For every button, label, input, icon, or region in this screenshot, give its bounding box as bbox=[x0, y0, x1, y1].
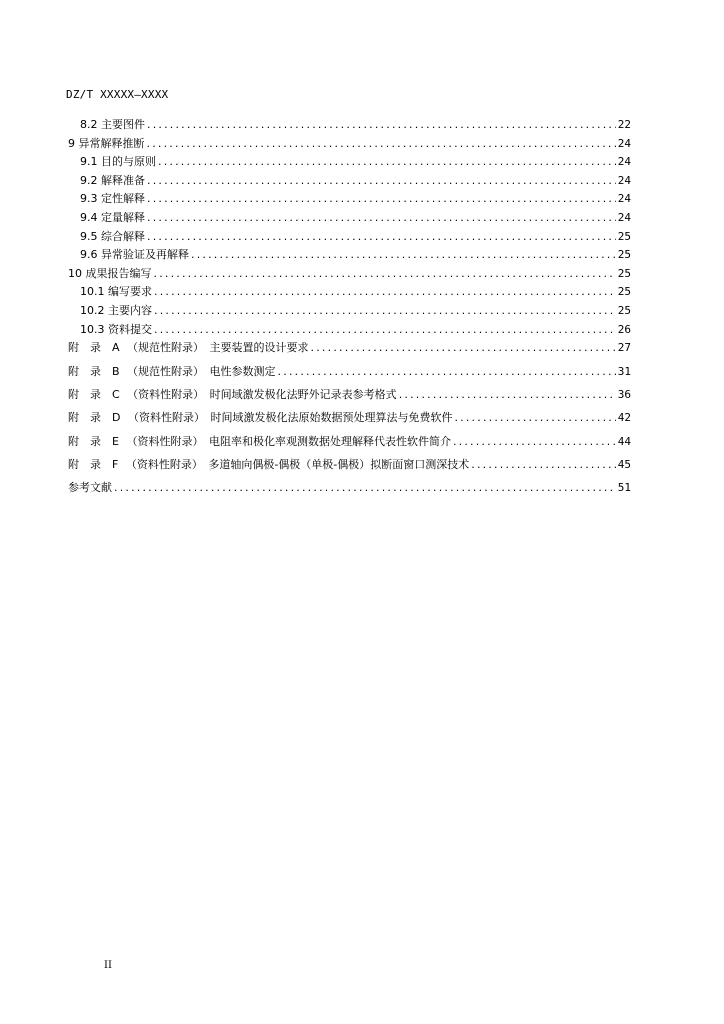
toc-entry-label: 9 异常解释推断 bbox=[68, 136, 145, 150]
toc-leader-dots bbox=[158, 155, 616, 168]
toc-entry-page: 25 bbox=[617, 266, 631, 280]
toc-entry-page: 26 bbox=[617, 322, 631, 336]
toc-entry-page: 45 bbox=[617, 458, 631, 472]
toc-leader-dots bbox=[147, 192, 616, 205]
toc-entry-page: 25 bbox=[617, 303, 631, 317]
document-code-header: DZ/T XXXXX—XXXX bbox=[66, 88, 169, 101]
toc-entry-label: 9.3 定性解释 bbox=[80, 192, 145, 206]
toc-leader-dots bbox=[311, 341, 616, 354]
toc-entry[interactable] bbox=[68, 363, 631, 386]
toc-entry-label: 9.4 定量解释 bbox=[80, 210, 145, 224]
toc-entry[interactable] bbox=[68, 283, 631, 302]
toc-entry-label: 附 录 D （资料性附录） 时间域激发极化法原始数据预处理算法与免费软件 bbox=[68, 411, 453, 425]
toc-entry-label: 10.3 资料提交 bbox=[80, 322, 152, 336]
toc-entry[interactable] bbox=[68, 190, 631, 209]
toc-entry-label: 10.1 编写要求 bbox=[80, 285, 152, 299]
toc-leader-dots bbox=[154, 267, 616, 280]
toc-entry-label: 9.6 异常验证及再解释 bbox=[80, 248, 189, 262]
toc-entry[interactable] bbox=[68, 321, 631, 340]
toc-entry-page: 24 bbox=[617, 155, 631, 169]
toc-entry[interactable] bbox=[68, 479, 631, 498]
toc-entry-label: 附 录 F （资料性附录） 多道轴向偶极-偶极（单极-偶极）拟断面窗口测深技术 bbox=[68, 458, 470, 472]
toc-entry[interactable] bbox=[68, 228, 631, 247]
toc-entry[interactable] bbox=[68, 386, 631, 409]
toc-entry-page: 44 bbox=[617, 434, 631, 448]
toc-entry-label: 附 录 E （资料性附录） 电阻率和极化率观测数据处理解释代表性软件简介 bbox=[68, 434, 451, 448]
toc-entry-label: 附 录 C （资料性附录） 时间域激发极化法野外记录表参考格式 bbox=[68, 387, 397, 401]
page-number: II bbox=[104, 960, 112, 971]
toc-entry-page: 31 bbox=[617, 364, 631, 378]
toc-entry-page: 24 bbox=[617, 210, 631, 224]
toc-entry-page: 36 bbox=[617, 387, 631, 401]
toc-entry[interactable] bbox=[68, 135, 631, 154]
toc-leader-dots bbox=[471, 458, 615, 471]
toc-leader-dots bbox=[114, 481, 616, 494]
toc-entry-page: 24 bbox=[617, 173, 631, 187]
toc-entry-page: 51 bbox=[617, 481, 631, 495]
table-of-contents bbox=[68, 116, 631, 498]
toc-entry-label: 10 成果报告编写 bbox=[68, 266, 152, 280]
toc-entry-page: 24 bbox=[617, 136, 631, 150]
toc-entry[interactable] bbox=[68, 265, 631, 284]
toc-entry-page: 42 bbox=[617, 411, 631, 425]
toc-entry-page: 24 bbox=[617, 192, 631, 206]
toc-entry[interactable] bbox=[68, 172, 631, 191]
toc-leader-dots bbox=[454, 411, 615, 424]
toc-leader-dots bbox=[147, 118, 616, 131]
toc-entry[interactable] bbox=[68, 339, 631, 362]
toc-leader-dots bbox=[154, 304, 616, 317]
toc-entry-page: 22 bbox=[617, 118, 631, 131]
toc-entry-label: 参考文献 bbox=[68, 481, 112, 495]
toc-entry-page: 27 bbox=[617, 341, 631, 355]
toc-entry-label: 10.2 主要内容 bbox=[80, 303, 152, 317]
toc-leader-dots bbox=[147, 211, 616, 224]
toc-entry[interactable] bbox=[68, 302, 631, 321]
toc-entry-label: 9.1 目的与原则 bbox=[80, 155, 156, 169]
toc-entry[interactable] bbox=[68, 433, 631, 456]
toc-leader-dots bbox=[147, 174, 616, 187]
toc-leader-dots bbox=[147, 230, 616, 243]
toc-leader-dots bbox=[147, 137, 616, 150]
toc-entry-label: 附 录 B （规范性附录） 电性参数测定 bbox=[68, 364, 276, 378]
toc-entry[interactable] bbox=[68, 153, 631, 172]
toc-leader-dots bbox=[399, 388, 616, 401]
toc-entry-label: 附 录 A （规范性附录） 主要装置的设计要求 bbox=[68, 341, 309, 355]
toc-leader-dots bbox=[278, 365, 616, 378]
toc-entry-page: 25 bbox=[617, 229, 631, 243]
toc-leader-dots bbox=[154, 285, 616, 298]
toc-entry-label: 9.2 解释准备 bbox=[80, 173, 145, 187]
toc-leader-dots bbox=[191, 248, 616, 261]
toc-entry-label: 9.5 综合解释 bbox=[80, 229, 145, 243]
toc-entry[interactable] bbox=[68, 409, 631, 432]
toc-entry-page: 25 bbox=[617, 285, 631, 299]
toc-leader-dots bbox=[154, 323, 616, 336]
toc-entry[interactable] bbox=[68, 456, 631, 479]
toc-entry[interactable] bbox=[68, 116, 631, 135]
toc-entry[interactable] bbox=[68, 246, 631, 265]
toc-leader-dots bbox=[453, 435, 616, 448]
toc-entry-page: 25 bbox=[617, 248, 631, 262]
toc-entry[interactable] bbox=[68, 209, 631, 228]
toc-entry-label: 8.2 主要图件 bbox=[80, 118, 145, 131]
